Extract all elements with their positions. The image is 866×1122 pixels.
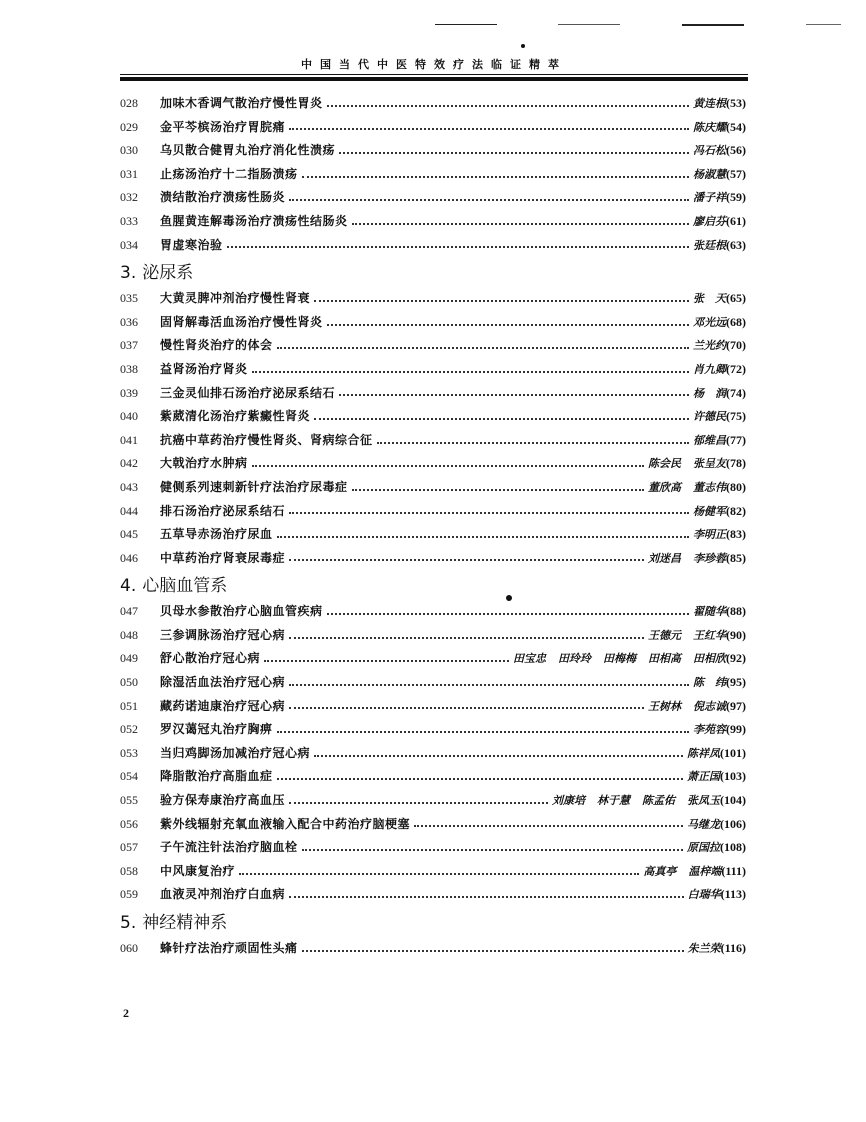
entry-code: 030 xyxy=(120,143,138,158)
entry-title: 排石汤治疗泌尿系结石 xyxy=(160,503,286,518)
entry-authors xyxy=(693,186,726,210)
section-number: 5. xyxy=(120,913,137,933)
toc-entry xyxy=(120,647,746,671)
entry-authors xyxy=(693,671,726,695)
entry-code: 056 xyxy=(120,816,138,831)
entry-title: 大黄灵脾冲剂治疗慢性肾衰 xyxy=(160,291,311,306)
scan-mark xyxy=(558,24,620,25)
author-name: 兰光约 xyxy=(693,339,726,353)
author-name: 原国拉 xyxy=(687,841,720,855)
entry-authors xyxy=(693,116,726,140)
author-name: 郁维昌 xyxy=(693,433,726,447)
author-name: 陈 纬 xyxy=(693,676,726,690)
entry-page-ref: (53) xyxy=(726,96,746,110)
entry-code: 049 xyxy=(120,651,138,666)
toc-entry xyxy=(120,883,746,907)
entry-page-ref: (77) xyxy=(726,432,746,447)
dot-leader xyxy=(227,239,689,251)
toc-entry xyxy=(120,765,746,789)
entry-authors xyxy=(693,500,726,524)
toc-entry xyxy=(120,116,746,140)
entry-code: 034 xyxy=(120,237,138,252)
entry-authors xyxy=(648,695,726,719)
section-heading xyxy=(120,259,746,287)
entry-page-ref: (108) xyxy=(720,840,746,855)
entry-authors xyxy=(693,92,726,116)
dot-leader xyxy=(352,482,644,494)
entry-title: 紫葳清化汤治疗紫癜性肾炎 xyxy=(160,409,311,424)
entry-page-ref: (103) xyxy=(720,769,746,784)
page-number: 2 xyxy=(123,1006,129,1020)
entry-title: 胃虚寒治验 xyxy=(160,237,223,252)
dot-leader xyxy=(327,606,689,618)
author-name: 董欣高 xyxy=(648,480,681,494)
entry-title: 罗汉蔼冠丸治疗胸痹 xyxy=(160,722,273,737)
entry-title: 止疡汤治疗十二指肠溃疡 xyxy=(160,166,298,181)
author-name: 田宝忠 xyxy=(513,652,546,666)
toc-entry xyxy=(120,523,746,547)
entry-page-ref: (63) xyxy=(726,237,746,252)
entry-page-ref: (74) xyxy=(726,385,746,400)
author-name: 许德民 xyxy=(693,410,726,424)
author-name: 陈孟佑 xyxy=(642,794,675,808)
entry-title: 五草导赤汤治疗尿血 xyxy=(160,527,273,542)
author-name: 萧正国 xyxy=(687,770,720,784)
running-header: 中国当代中医特效疗法临证精萃 xyxy=(301,58,567,71)
toc-entry xyxy=(120,789,746,813)
author-name: 朱兰荣 xyxy=(687,942,721,955)
toc-entry xyxy=(120,234,746,258)
toc-entry xyxy=(120,695,746,719)
entry-authors xyxy=(693,334,726,358)
entry-code: 060 xyxy=(120,941,138,955)
entry-page-ref: (111) xyxy=(721,863,746,878)
dot-leader xyxy=(289,677,689,689)
toc-entry xyxy=(120,547,746,571)
entry-code: 028 xyxy=(120,96,138,110)
entry-title: 乌贝散合健胃丸治疗消化性溃疡 xyxy=(160,143,336,158)
scan-mark xyxy=(682,24,744,26)
entry-page-ref: (90) xyxy=(726,627,746,642)
section-number: 4. xyxy=(120,576,137,597)
author-name: 陈会民 xyxy=(648,457,681,471)
dot-leader xyxy=(302,169,689,181)
section-label: 泌尿系 xyxy=(142,263,194,284)
entry-title: 验方保寿康治疗高血压 xyxy=(160,793,286,808)
entry-code: 031 xyxy=(120,166,138,181)
entry-authors xyxy=(693,718,726,742)
entry-code: 032 xyxy=(120,190,138,205)
entry-page-ref: (75) xyxy=(726,409,746,424)
toc-entry xyxy=(120,210,746,234)
entry-page-ref: (106) xyxy=(720,816,746,831)
entry-authors xyxy=(693,210,726,234)
dot-leader xyxy=(289,700,644,712)
table-of-contents xyxy=(120,92,746,961)
toc-entry xyxy=(120,382,746,406)
dot-leader xyxy=(289,795,548,807)
entry-page-ref: (65) xyxy=(726,291,746,306)
entry-page-ref: (82) xyxy=(726,503,746,518)
entry-code: 053 xyxy=(120,745,138,760)
entry-title: 抗癌中草药治疗慢性肾炎、肾病综合征 xyxy=(160,432,373,447)
toc-entry xyxy=(120,476,746,500)
dot-leader xyxy=(377,435,689,447)
entry-code: 057 xyxy=(120,840,138,855)
toc-entry xyxy=(120,429,746,453)
entry-code: 043 xyxy=(120,479,138,494)
entry-authors xyxy=(687,765,720,789)
dot-leader xyxy=(352,216,689,228)
entry-title: 溃结散治疗溃疡性肠炎 xyxy=(160,190,286,205)
author-name: 李明正 xyxy=(693,528,726,542)
entry-authors xyxy=(687,813,720,837)
entry-page-ref: (97) xyxy=(726,698,746,713)
toc-entry xyxy=(120,742,746,766)
entry-code: 051 xyxy=(120,698,138,713)
entry-code: 045 xyxy=(120,527,138,542)
author-name: 王红华 xyxy=(693,628,726,642)
entry-authors xyxy=(693,163,726,187)
entry-code: 050 xyxy=(120,675,138,690)
toc-entry xyxy=(120,600,746,624)
entry-page-ref: (92) xyxy=(726,651,746,666)
entry-code: 055 xyxy=(120,793,138,808)
entry-title: 慢性肾炎治疗的体会 xyxy=(160,338,273,353)
author-name: 李珍蓉 xyxy=(693,551,726,565)
author-name: 廖启芬 xyxy=(693,214,726,228)
author-name: 田相高 xyxy=(648,652,681,666)
dot-leader xyxy=(252,364,689,376)
toc-entry xyxy=(120,405,746,429)
entry-title: 鱼腥黄连解毒汤治疗溃疡性结肠炎 xyxy=(160,213,348,228)
author-name: 冯石松 xyxy=(693,144,726,158)
entry-page-ref: (61) xyxy=(726,213,746,228)
entry-title: 蜂针疗法治疗顽固性头痛 xyxy=(160,941,298,955)
entry-page-ref: (95) xyxy=(726,675,746,690)
entry-code: 033 xyxy=(120,213,138,228)
entry-title: 中草药治疗肾衰尿毒症 xyxy=(160,550,286,565)
entry-page-ref: (88) xyxy=(726,604,746,619)
toc-entry xyxy=(120,937,746,961)
toc-entry xyxy=(120,624,746,648)
author-name: 王德元 xyxy=(648,628,681,642)
entry-code: 040 xyxy=(120,409,138,424)
author-name: 刘康培 xyxy=(552,794,585,808)
entry-title: 血液灵冲剂治疗白血病 xyxy=(160,887,286,902)
toc-entry xyxy=(120,671,746,695)
entry-authors xyxy=(648,452,726,476)
dot-leader xyxy=(289,630,644,642)
entry-page-ref: (99) xyxy=(726,722,746,737)
entry-title: 中风康复治疗 xyxy=(160,863,236,878)
author-name: 田梅梅 xyxy=(603,652,636,666)
entry-page-ref: (101) xyxy=(720,745,746,760)
entry-authors xyxy=(648,547,726,571)
author-name: 田玲玲 xyxy=(558,652,591,666)
author-name: 田相欣 xyxy=(693,652,726,666)
entry-page-ref: (78) xyxy=(726,456,746,471)
dot-leader xyxy=(289,889,684,901)
entry-authors xyxy=(693,523,726,547)
header-rule-thick xyxy=(120,77,748,81)
dot-leader xyxy=(327,317,689,329)
entry-page-ref: (54) xyxy=(726,119,746,134)
header-rule xyxy=(120,74,748,75)
author-name: 杨淑慧 xyxy=(693,167,726,181)
entry-authors xyxy=(643,860,721,884)
scan-mark xyxy=(435,24,497,25)
entry-code: 058 xyxy=(120,863,138,878)
author-name: 刘迷昌 xyxy=(648,551,681,565)
toc-entry xyxy=(120,186,746,210)
entry-authors xyxy=(513,647,726,671)
toc-entry xyxy=(120,500,746,524)
entry-authors xyxy=(688,883,721,907)
entry-title: 降脂散治疗高脂血症 xyxy=(160,769,273,784)
toc-entry xyxy=(120,92,746,116)
author-name: 张凤玉 xyxy=(687,794,720,808)
author-name: 高真亭 xyxy=(643,864,677,878)
author-name: 张 天 xyxy=(693,292,726,306)
dot-leader xyxy=(327,98,689,110)
author-name: 马继龙 xyxy=(687,817,720,831)
entry-title: 加味木香调气散治疗慢性胃炎 xyxy=(160,96,323,110)
entry-authors xyxy=(693,287,726,311)
entry-authors xyxy=(693,234,726,258)
toc-entry xyxy=(120,860,746,884)
author-name: 倪志诚 xyxy=(693,699,726,713)
author-name: 潘子祥 xyxy=(693,191,726,205)
entry-page-ref: (104) xyxy=(720,793,746,808)
entry-title: 子午流注针法治疗脑血栓 xyxy=(160,840,298,855)
dot-leader xyxy=(339,145,689,157)
toc-entry xyxy=(120,358,746,382)
author-name: 温梓端 xyxy=(688,864,722,878)
entry-title: 三金灵仙排石汤治疗泌尿系结石 xyxy=(160,385,336,400)
section-heading xyxy=(120,572,746,600)
entry-code: 042 xyxy=(120,456,138,471)
entry-authors xyxy=(693,382,726,406)
entry-code: 038 xyxy=(120,361,138,376)
entry-page-ref: (70) xyxy=(726,338,746,353)
entry-code: 046 xyxy=(120,550,138,565)
entry-code: 052 xyxy=(120,722,138,737)
author-name: 陈祥凤 xyxy=(687,746,720,760)
scan-speck xyxy=(521,44,525,48)
author-name: 白瑞华 xyxy=(687,888,721,902)
entry-authors xyxy=(693,358,726,382)
entry-page-ref: (85) xyxy=(726,550,746,565)
author-name: 杨 润 xyxy=(693,386,726,400)
toc-entry xyxy=(120,139,746,163)
toc-entry xyxy=(120,718,746,742)
entry-title: 藏药诺迪康治疗冠心病 xyxy=(160,698,286,713)
author-name: 张呈友 xyxy=(693,457,726,471)
entry-code: 047 xyxy=(120,604,138,619)
author-name: 肖九卿 xyxy=(693,362,726,376)
entry-code: 039 xyxy=(120,385,138,400)
author-name: 杨健军 xyxy=(693,504,726,518)
entry-page-ref: (116) xyxy=(720,941,746,955)
author-name: 董志伟 xyxy=(693,480,726,494)
entry-authors xyxy=(693,139,726,163)
toc-entry xyxy=(120,334,746,358)
entry-authors xyxy=(648,624,726,648)
entry-authors xyxy=(687,742,720,766)
toc-entry xyxy=(120,836,746,860)
entry-page-ref: (113) xyxy=(720,887,746,902)
entry-code: 037 xyxy=(120,338,138,353)
entry-page-ref: (83) xyxy=(726,527,746,542)
section-number: 3. xyxy=(120,263,137,284)
dot-leader xyxy=(289,121,689,133)
entry-page-ref: (56) xyxy=(726,143,746,158)
dot-leader xyxy=(302,842,683,854)
entry-authors xyxy=(552,789,720,813)
dot-leader xyxy=(277,340,689,352)
dot-leader xyxy=(314,748,683,760)
toc-entry xyxy=(120,163,746,187)
entry-authors xyxy=(693,600,726,624)
dot-leader xyxy=(277,529,689,541)
toc-entry xyxy=(120,287,746,311)
dot-leader xyxy=(252,458,644,470)
author-name: 邓光远 xyxy=(693,315,726,329)
entry-page-ref: (59) xyxy=(726,190,746,205)
dot-leader xyxy=(289,552,644,564)
dot-leader xyxy=(414,818,683,830)
entry-title: 金平芩槟汤治疗胃脘痛 xyxy=(160,119,286,134)
entry-authors xyxy=(693,311,726,335)
entry-page-ref: (57) xyxy=(726,166,746,181)
section-label: 心脑血管系 xyxy=(142,576,228,597)
entry-page-ref: (80) xyxy=(726,479,746,494)
entry-authors xyxy=(687,836,720,860)
author-name: 张廷根 xyxy=(693,238,726,252)
entry-authors xyxy=(688,937,721,961)
author-name: 李苑容 xyxy=(693,723,726,737)
entry-title: 紫外线辐射充氧血液输入配合中药治疗脑梗塞 xyxy=(160,816,411,831)
entry-code: 041 xyxy=(120,432,138,447)
author-name: 黄连根 xyxy=(693,97,726,110)
entry-page-ref: (72) xyxy=(726,361,746,376)
dot-leader xyxy=(277,771,683,783)
toc-entry xyxy=(120,813,746,837)
entry-title: 健侧系列速刺新针疗法治疗尿毒症 xyxy=(160,479,348,494)
entry-title: 大戟治疗水肿病 xyxy=(160,456,248,471)
dot-leader xyxy=(314,293,689,305)
entry-page-ref: (68) xyxy=(726,314,746,329)
entry-code: 036 xyxy=(120,314,138,329)
entry-authors xyxy=(693,429,726,453)
dot-leader xyxy=(314,411,689,423)
author-name: 林于慧 xyxy=(597,794,630,808)
toc-entry xyxy=(120,311,746,335)
entry-title: 舒心散治疗冠心病 xyxy=(160,651,261,666)
toc-entry xyxy=(120,452,746,476)
dot-leader xyxy=(239,866,639,878)
entry-code: 059 xyxy=(120,887,138,902)
entry-code: 048 xyxy=(120,627,138,642)
entry-title: 贝母水参散治疗心脑血管疾病 xyxy=(160,604,323,619)
dot-leader xyxy=(289,192,689,204)
author-name: 陈庆耀 xyxy=(693,120,726,134)
section-heading xyxy=(120,909,746,937)
entry-title: 当归鸡脚汤加减治疗冠心病 xyxy=(160,745,311,760)
entry-title: 除湿活血法治疗冠心病 xyxy=(160,675,286,690)
author-name: 王树林 xyxy=(648,699,681,713)
entry-title: 固肾解毒活血汤治疗慢性肾炎 xyxy=(160,314,323,329)
scan-top-marks xyxy=(0,24,866,28)
dot-leader xyxy=(277,724,689,736)
entry-code: 035 xyxy=(120,291,138,306)
dot-leader xyxy=(289,505,689,517)
entry-code: 044 xyxy=(120,503,138,518)
dot-leader xyxy=(264,653,509,665)
entry-authors xyxy=(648,476,726,500)
entry-code: 054 xyxy=(120,769,138,784)
author-name: 翟随华 xyxy=(693,605,726,619)
dot-leader xyxy=(339,387,689,399)
entry-code: 029 xyxy=(120,119,138,134)
entry-title: 益肾汤治疗肾炎 xyxy=(160,361,248,376)
entry-title: 三参调脉汤治疗冠心病 xyxy=(160,627,286,642)
entry-authors xyxy=(693,405,726,429)
dot-leader xyxy=(302,943,684,955)
section-label: 神经精神系 xyxy=(142,913,228,933)
scan-mark xyxy=(806,24,841,25)
